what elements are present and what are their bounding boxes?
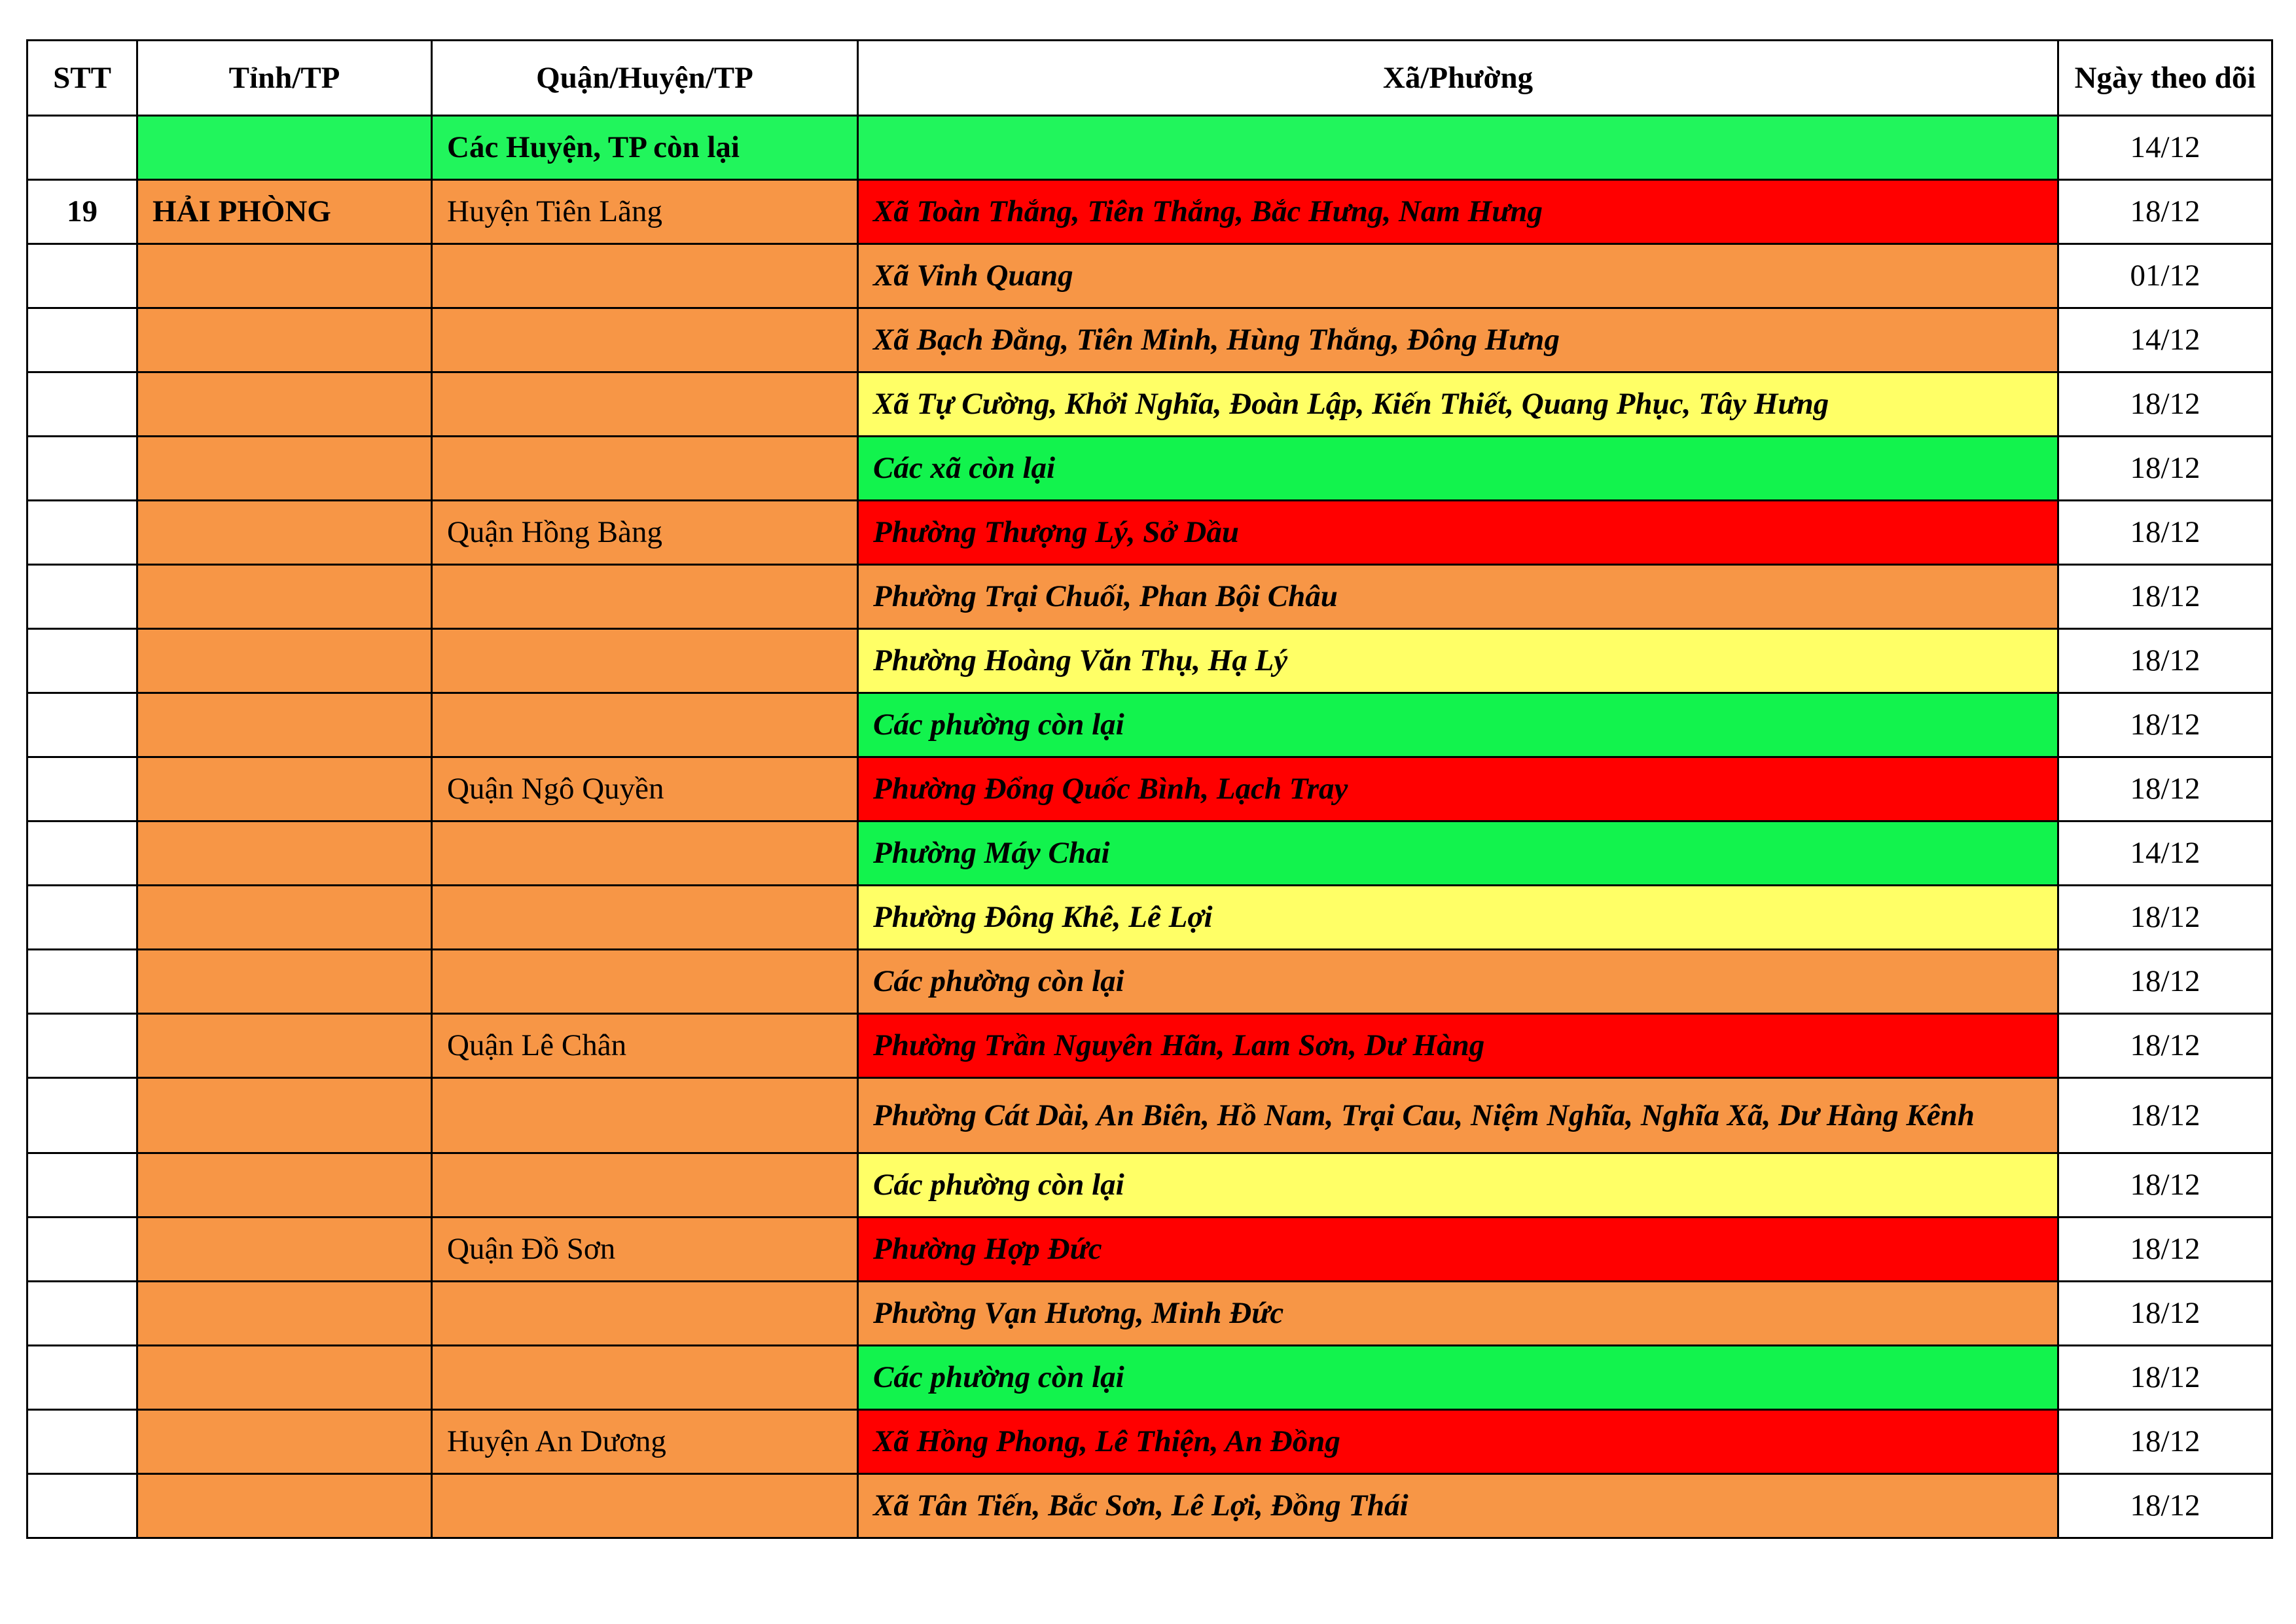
cell-date: 18/12	[2058, 1282, 2272, 1346]
cell-district	[432, 629, 858, 693]
table-row	[27, 180, 2272, 244]
cell-ward: Phường Thượng Lý, Sở Dầu	[858, 501, 2058, 565]
cell-ward: Xã Bạch Đằng, Tiên Minh, Hùng Thắng, Đông Hưng	[858, 308, 2058, 372]
header-stt: STT	[27, 41, 137, 116]
cell-district	[432, 1078, 858, 1153]
cell-district	[432, 1153, 858, 1218]
cell-stt	[27, 821, 137, 886]
cell-province	[137, 1218, 432, 1282]
table-row	[27, 1474, 2272, 1538]
cell-district	[432, 372, 858, 437]
table-row	[27, 372, 2272, 437]
table-row	[27, 629, 2272, 693]
cell-date: 18/12	[2058, 180, 2272, 244]
cell-district: Huyện An Dương	[432, 1410, 858, 1474]
cell-province	[137, 1410, 432, 1474]
cell-date: 18/12	[2058, 886, 2272, 950]
cell-province	[137, 1282, 432, 1346]
cell-province	[137, 244, 432, 308]
cell-stt	[27, 886, 137, 950]
covid-zone-table	[26, 39, 2273, 1539]
cell-stt	[27, 1218, 137, 1282]
cell-ward: Phường Hoàng Văn Thụ, Hạ Lý	[858, 629, 2058, 693]
table-row	[27, 1346, 2272, 1410]
cell-district	[432, 565, 858, 629]
cell-date: 18/12	[2058, 757, 2272, 821]
cell-province	[137, 886, 432, 950]
header-district: Quận/Huyện/TP	[432, 41, 858, 116]
cell-district: Quận Ngô Quyền	[432, 757, 858, 821]
table-row	[27, 1153, 2272, 1218]
cell-province	[137, 757, 432, 821]
header-ward: Xã/Phường	[858, 41, 2058, 116]
cell-date: 14/12	[2058, 308, 2272, 372]
cell-stt	[27, 1474, 137, 1538]
cell-stt	[27, 501, 137, 565]
cell-province	[137, 1474, 432, 1538]
cell-date: 18/12	[2058, 950, 2272, 1014]
cell-ward: Xã Tự Cường, Khởi Nghĩa, Đoàn Lập, Kiến Thiết, Quang Phục, Tây Hưng	[858, 372, 2058, 437]
table-row	[27, 950, 2272, 1014]
table-row	[27, 244, 2272, 308]
cell-district: Các Huyện, TP còn lại	[432, 116, 858, 180]
cell-stt	[27, 437, 137, 501]
cell-date: 14/12	[2058, 116, 2272, 180]
cell-district	[432, 1474, 858, 1538]
cell-district	[432, 308, 858, 372]
cell-date: 18/12	[2058, 1346, 2272, 1410]
cell-ward: Phường Vạn Hương, Minh Đức	[858, 1282, 2058, 1346]
cell-province	[137, 501, 432, 565]
cell-province	[137, 437, 432, 501]
cell-ward: Các phường còn lại	[858, 1153, 2058, 1218]
cell-ward: Phường Đông Khê, Lê Lợi	[858, 886, 2058, 950]
cell-district	[432, 244, 858, 308]
cell-district: Huyện Tiên Lãng	[432, 180, 858, 244]
cell-date: 18/12	[2058, 1078, 2272, 1153]
cell-stt	[27, 1078, 137, 1153]
cell-stt	[27, 693, 137, 757]
cell-ward: Xã Toàn Thắng, Tiên Thắng, Bắc Hưng, Nam Hưng	[858, 180, 2058, 244]
cell-district: Quận Đồ Sơn	[432, 1218, 858, 1282]
cell-stt	[27, 116, 137, 180]
header-province: Tỉnh/TP	[137, 41, 432, 116]
cell-district	[432, 1346, 858, 1410]
cell-stt	[27, 1153, 137, 1218]
table-row	[27, 1014, 2272, 1078]
table-row	[27, 757, 2272, 821]
header-row	[27, 41, 2272, 116]
cell-province	[137, 629, 432, 693]
cell-district	[432, 693, 858, 757]
cell-province	[137, 565, 432, 629]
cell-province	[137, 1014, 432, 1078]
cell-province	[137, 693, 432, 757]
table-row	[27, 1218, 2272, 1282]
cell-province	[137, 950, 432, 1014]
cell-ward: Xã Vinh Quang	[858, 244, 2058, 308]
cell-date: 18/12	[2058, 1153, 2272, 1218]
cell-province	[137, 1346, 432, 1410]
cell-date: 18/12	[2058, 1410, 2272, 1474]
table-row	[27, 821, 2272, 886]
cell-stt	[27, 308, 137, 372]
cell-date: 01/12	[2058, 244, 2272, 308]
cell-stt	[27, 1410, 137, 1474]
cell-ward: Các phường còn lại	[858, 950, 2058, 1014]
cell-district	[432, 437, 858, 501]
cell-ward: Các xã còn lại	[858, 437, 2058, 501]
cell-stt	[27, 1346, 137, 1410]
cell-stt	[27, 1014, 137, 1078]
cell-ward: Xã Tân Tiến, Bắc Sơn, Lê Lợi, Đồng Thái	[858, 1474, 2058, 1538]
cell-stt	[27, 565, 137, 629]
cell-ward: Các phường còn lại	[858, 693, 2058, 757]
cell-ward	[858, 116, 2058, 180]
cell-ward: Xã Hồng Phong, Lê Thiện, An Đồng	[858, 1410, 2058, 1474]
cell-province	[137, 116, 432, 180]
cell-district	[432, 950, 858, 1014]
table-row	[27, 565, 2272, 629]
cell-ward: Phường Cát Dài, An Biên, Hồ Nam, Trại Cau, Niệm Nghĩa, Nghĩa Xã, Dư Hàng Kênh	[858, 1078, 2058, 1153]
cell-ward: Phường Trần Nguyên Hãn, Lam Sơn, Dư Hàng	[858, 1014, 2058, 1078]
cell-stt: 19	[27, 180, 137, 244]
cell-province	[137, 308, 432, 372]
cell-ward: Phường Trại Chuối, Phan Bội Châu	[858, 565, 2058, 629]
cell-stt	[27, 244, 137, 308]
cell-district: Quận Lê Chân	[432, 1014, 858, 1078]
cell-stt	[27, 372, 137, 437]
cell-province	[137, 1153, 432, 1218]
cell-date: 18/12	[2058, 693, 2272, 757]
cell-date: 18/12	[2058, 501, 2272, 565]
cell-date: 18/12	[2058, 1474, 2272, 1538]
cell-stt	[27, 1282, 137, 1346]
cell-district	[432, 886, 858, 950]
cell-ward: Phường Hợp Đức	[858, 1218, 2058, 1282]
table-row	[27, 693, 2272, 757]
cell-province: HẢI PHÒNG	[137, 180, 432, 244]
cell-stt	[27, 757, 137, 821]
cell-district	[432, 821, 858, 886]
cell-ward: Phường Máy Chai	[858, 821, 2058, 886]
cell-province	[137, 372, 432, 437]
table-row	[27, 437, 2272, 501]
cell-ward: Phường Đổng Quốc Bình, Lạch Tray	[858, 757, 2058, 821]
cell-stt	[27, 950, 137, 1014]
cell-ward: Các phường còn lại	[858, 1346, 2058, 1410]
cell-date: 14/12	[2058, 821, 2272, 886]
cell-date: 18/12	[2058, 629, 2272, 693]
table-row	[27, 1282, 2272, 1346]
cell-date: 18/12	[2058, 1014, 2272, 1078]
cell-date: 18/12	[2058, 565, 2272, 629]
table-row	[27, 1410, 2272, 1474]
cell-stt	[27, 629, 137, 693]
cell-date: 18/12	[2058, 1218, 2272, 1282]
cell-district: Quận Hồng Bàng	[432, 501, 858, 565]
table-row	[27, 116, 2272, 180]
cell-district	[432, 1282, 858, 1346]
cell-date: 18/12	[2058, 437, 2272, 501]
table-row	[27, 501, 2272, 565]
header-date: Ngày theo dõi	[2058, 41, 2272, 116]
cell-date: 18/12	[2058, 372, 2272, 437]
table-row	[27, 1078, 2272, 1153]
table-body	[27, 116, 2272, 1538]
table-row	[27, 886, 2272, 950]
cell-province	[137, 1078, 432, 1153]
table-row	[27, 308, 2272, 372]
cell-province	[137, 821, 432, 886]
